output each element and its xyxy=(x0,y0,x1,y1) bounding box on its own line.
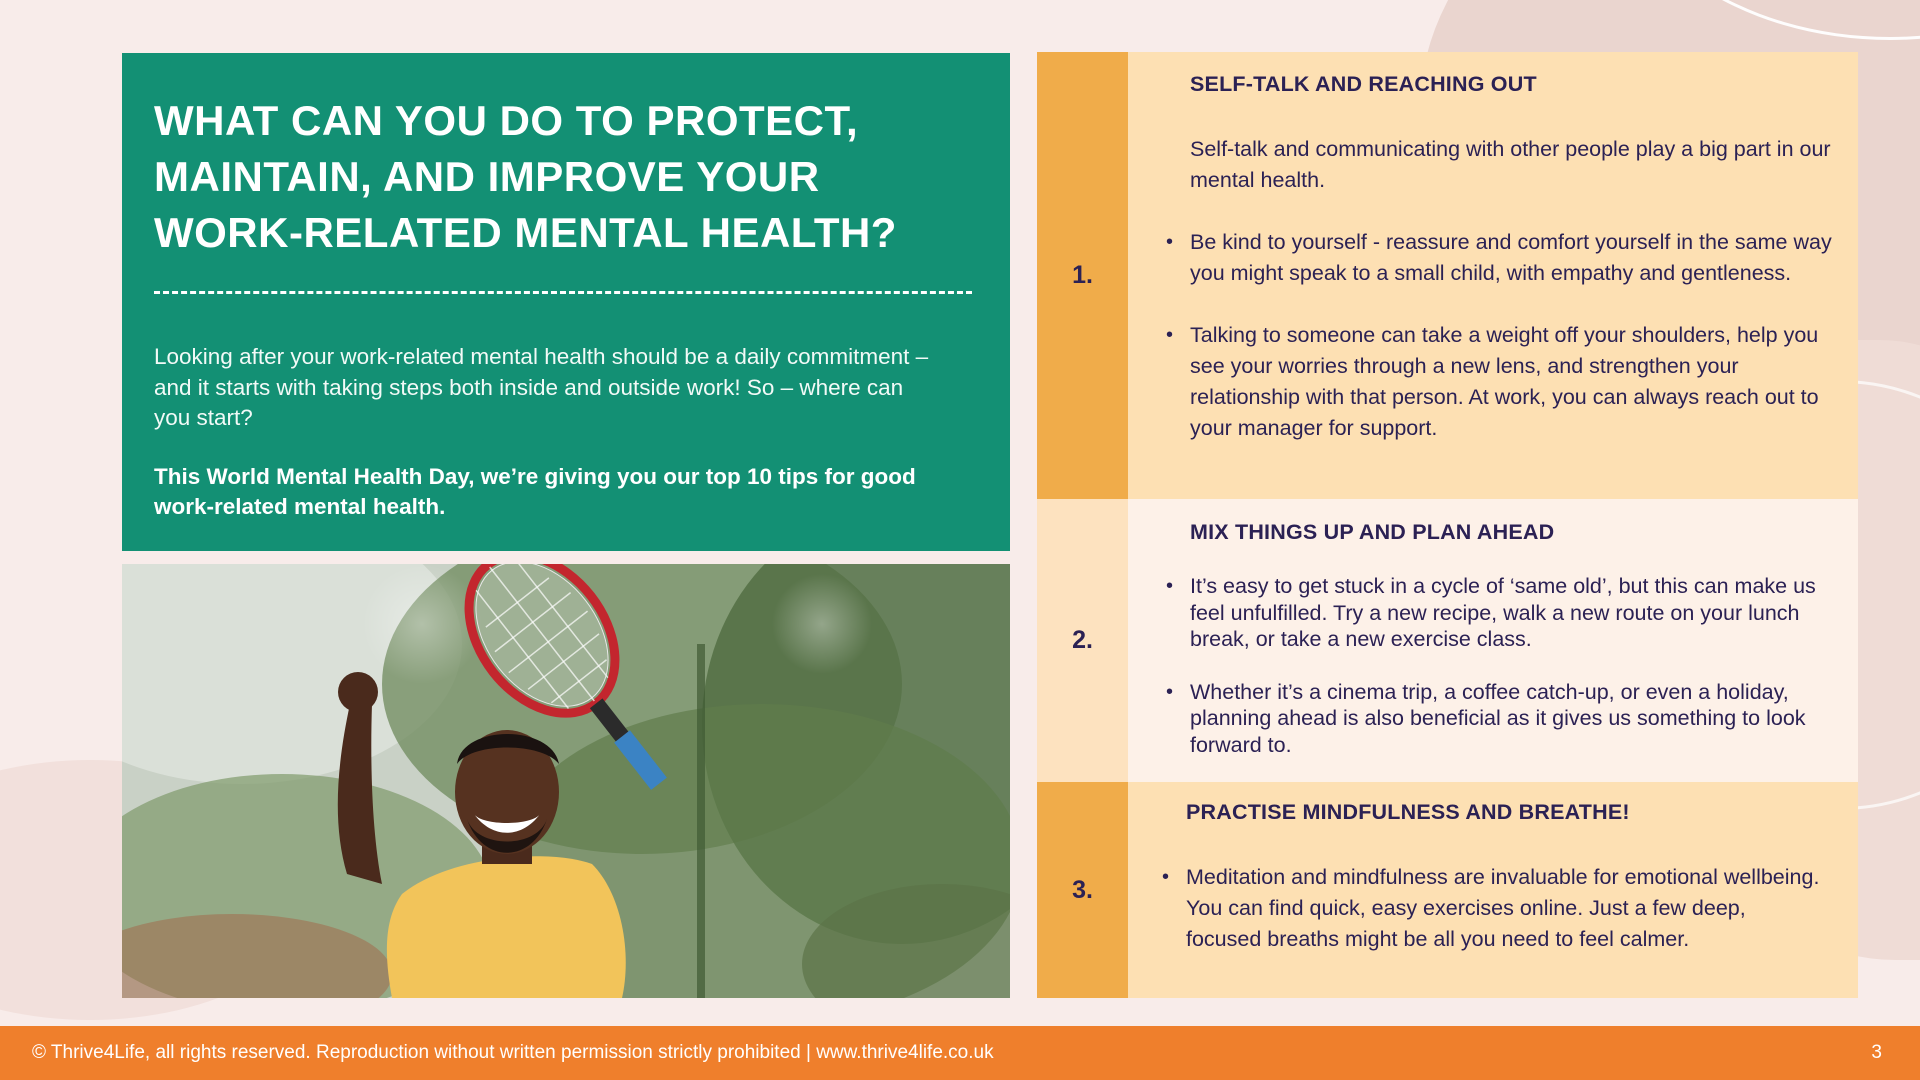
tip-content xyxy=(1190,573,1840,758)
tip-body xyxy=(1128,782,1858,998)
tip-content xyxy=(1190,134,1840,444)
footer-copyright: © Thrive4Life, all rights reserved. Reproduction without written permission strictly prohibited | www.thrive4life.co.uk xyxy=(32,1042,994,1063)
tip-heading: SELF-TALK AND REACHING OUT xyxy=(1190,72,1537,96)
tip-heading: PRACTISE MINDFULNESS AND BREATHE! xyxy=(1186,800,1630,824)
page-number: 3 xyxy=(1871,1042,1882,1063)
intro-paragraph: Looking after your work-related mental health should be a daily commitment – and it starts with taking steps both inside and outside work! So – where can you start? xyxy=(154,344,929,430)
page-title: WHAT CAN YOU DO TO PROTECT, MAINTAIN, AND IMPROVE YOUR WORK-RELATED MENTAL HEALTH? xyxy=(154,97,897,256)
tip-card-1 xyxy=(1037,52,1858,499)
tip-body xyxy=(1128,52,1858,499)
intro-emphasis: This World Mental Health Day, we’re giving you our top 10 tips for good work-related mental health. xyxy=(154,463,916,519)
tip-bullet: • Be kind to yourself - reassure and comfort yourself in the same way you might speak to a small child, with empathy and gentleness. xyxy=(1190,227,1840,289)
tip-content xyxy=(1186,862,1826,955)
tip-heading: MIX THINGS UP AND PLAN AHEAD xyxy=(1190,520,1555,544)
tip-bullet: • Talking to someone can take a weight off your shoulders, help you see your worries through a new lens, and strengthen your relationship with that person. At work, you can always reach out to your manager for support. xyxy=(1190,320,1840,444)
tip-body xyxy=(1128,499,1858,782)
dashed-divider xyxy=(154,291,972,294)
tip-number: 2. xyxy=(1037,499,1128,782)
tip-bullet: • It’s easy to get stuck in a cycle of ‘same old’, but this can make us feel unfulfilled. Try a new recipe, walk a new route on your lunch break, or take a new exercise class. xyxy=(1190,573,1840,653)
tip-bullet: • Whether it’s a cinema trip, a coffee catch-up, or even a holiday, planning ahead is also beneficial as it gives us something to look forward to. xyxy=(1190,679,1840,759)
tip-number: 3. xyxy=(1037,782,1128,998)
tip-number: 1. xyxy=(1037,52,1128,499)
intro-panel xyxy=(122,53,1010,551)
tip-card-3 xyxy=(1037,782,1858,998)
footer-bar xyxy=(0,1026,1920,1080)
tip-card-2 xyxy=(1037,499,1858,782)
tip-bullet: • Meditation and mindfulness are invaluable for emotional wellbeing. You can find quick, easy exercises online. Just a few deep, focused breaths might be all you need to feel calmer. xyxy=(1186,862,1826,955)
tennis-player-illustration xyxy=(122,564,1010,998)
tip-intro: Self-talk and communicating with other people play a big part in our mental health. xyxy=(1190,137,1831,192)
tennis-player-photo xyxy=(122,564,1010,998)
